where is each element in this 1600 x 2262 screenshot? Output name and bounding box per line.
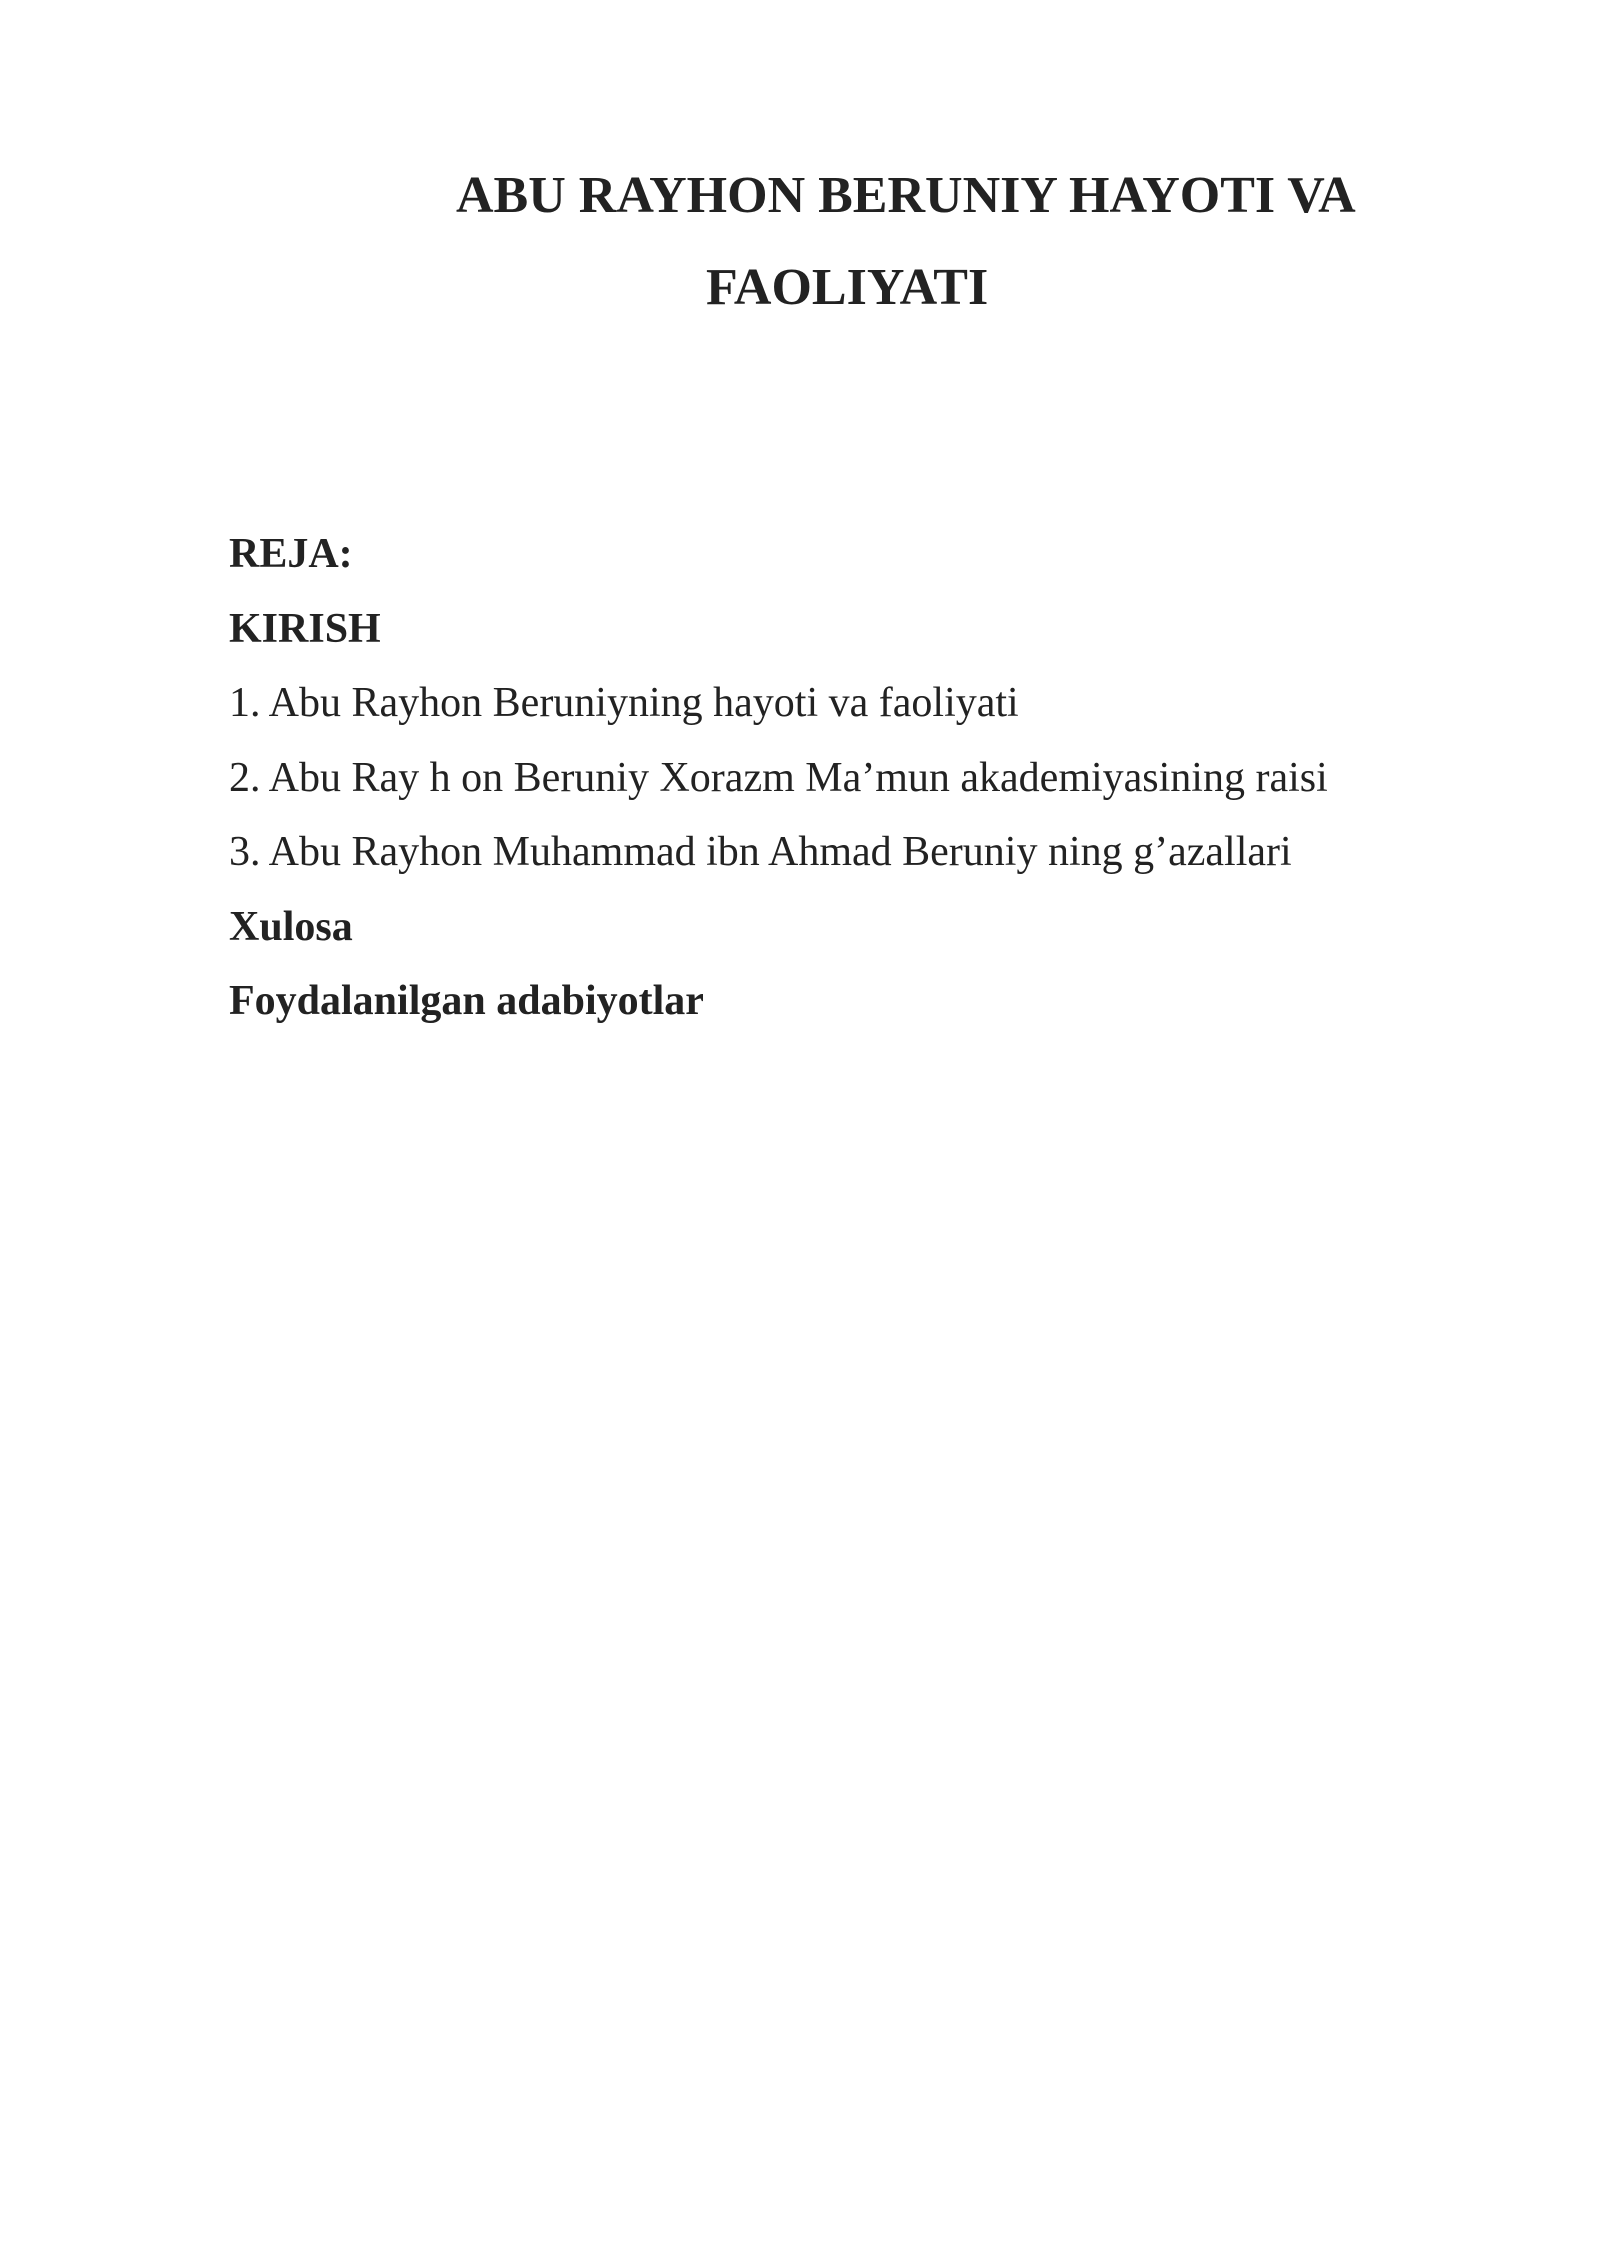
plan-item-2: 2. Abu Ray h on Beruniy Xorazm Ma’mun akademiyasining raisi — [229, 754, 1328, 801]
plan-intro: KIRISH — [229, 605, 381, 652]
plan-conclusion: Xulosa — [229, 903, 353, 950]
plan-item-3: 3. Abu Rayhon Muhammad ibn Ahmad Beruniy ning g’azallari — [229, 829, 1292, 875]
plan-item-1: 1. Abu Rayhon Beruniyning hayoti va faoliyati — [229, 680, 1019, 726]
plan-heading: REJA: — [229, 531, 353, 577]
title-line-1: ABU RAYHON BERUNIY HAYOTI VA — [456, 167, 1356, 224]
title-line-2: FAOLIYATI — [706, 259, 989, 316]
document-title — [0, 150, 1600, 334]
plan-references: Foydalanilgan adabiyotlar — [229, 978, 704, 1024]
plan-list — [229, 517, 1479, 1039]
